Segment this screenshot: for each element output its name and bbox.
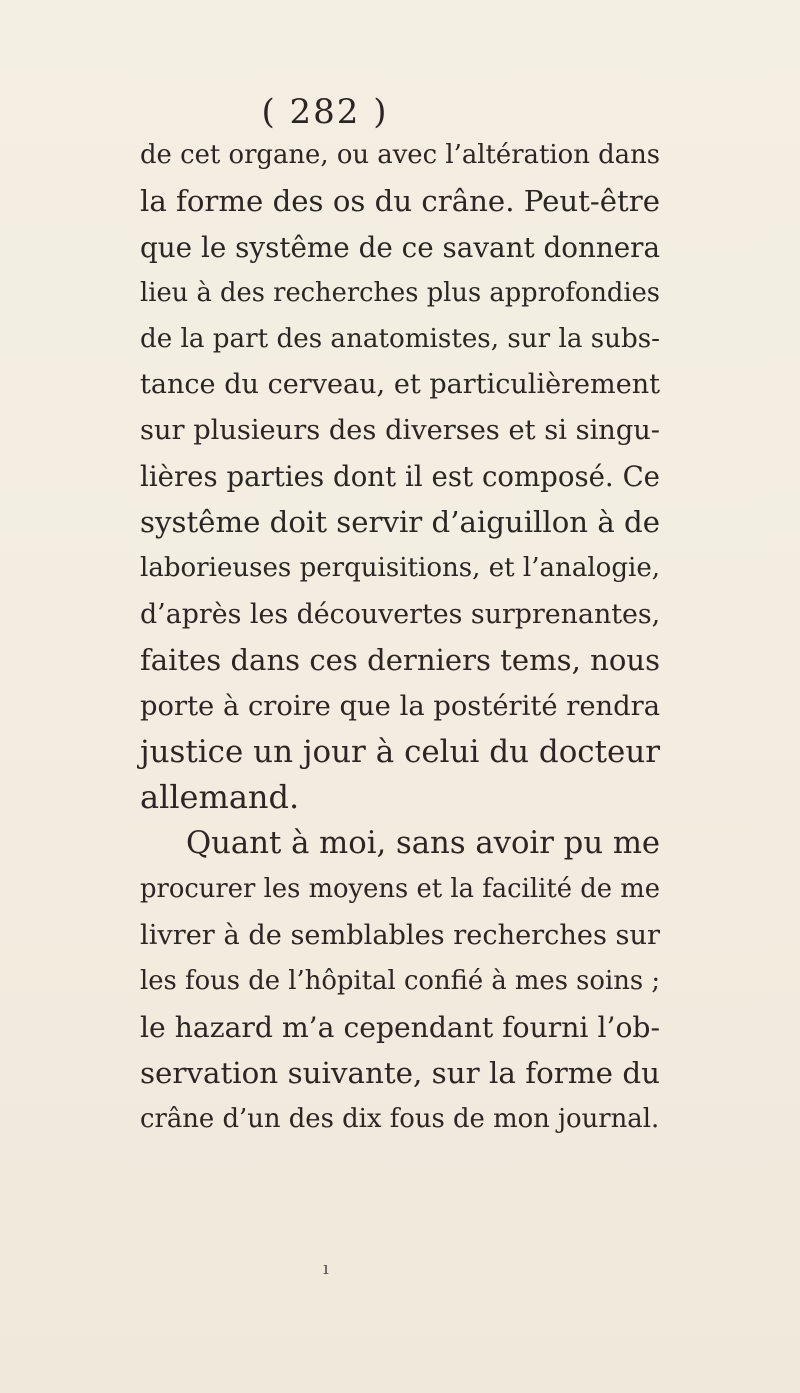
text-line: lières parties dont il est composé. Ce (140, 460, 660, 494)
text-line: laborieuses perquisitions, et l’analogie, (140, 553, 660, 584)
body-text (140, 133, 660, 1143)
text-line: justice un jour à celui du docteur (140, 733, 660, 770)
text-line: procurer les moyens et la facilité de me (140, 874, 660, 905)
paragraph-start-line: Quant à moi, sans avoir pu me (186, 826, 661, 862)
page-number: ( 282 ) (261, 92, 389, 132)
text-line: les fous de l’hôpital confié à mes soins ; (140, 966, 661, 997)
text-line: servation suivante, sur la forme du (140, 1055, 660, 1090)
text-line: livrer à de semblables recherches sur (140, 920, 660, 952)
text-line: la forme des os du crâne. Peut-être (140, 183, 660, 218)
text-line: sur plusieurs des diverses et si singu- (140, 415, 660, 447)
text-line: systême doit servir d’aiguillon à de (140, 505, 661, 540)
text-line: d’après les découvertes surprenantes, (140, 598, 661, 630)
text-line: lieu à des recherches plus approfondies (140, 277, 660, 308)
text-line: faites dans ces derniers tems, nous (140, 642, 660, 677)
text-line: crâne d’un des dix fous de mon journal. (140, 1103, 660, 1134)
text-line: allemand. (140, 778, 300, 817)
text-line: le hazard m’a cependant fourni l’ob- (140, 1010, 660, 1044)
text-line: tance du cerveau, et particulièrement (140, 369, 660, 401)
stray-print-mark: ı (323, 1258, 329, 1279)
text-line: de la part des anatomistes, sur la subs- (140, 323, 660, 354)
text-line: porte à croire que la postérité rendra (140, 690, 661, 722)
text-line: que le systême de ce savant donnera (140, 230, 660, 264)
text-line: de cet organe, ou avec l’altération dans (140, 140, 660, 170)
